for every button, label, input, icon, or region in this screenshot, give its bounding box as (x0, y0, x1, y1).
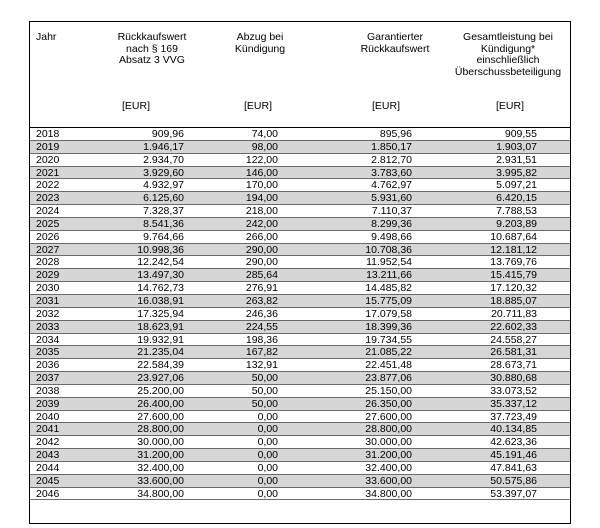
table-row (30, 334, 570, 347)
cell-abzug: 50,00 (251, 397, 278, 410)
cell-abzug: 0,00 (257, 410, 278, 423)
unit-gesamtleistung: [EUR] (496, 100, 525, 112)
cell-abzug: 285,64 (245, 269, 278, 282)
cell-jahr: 2028 (36, 256, 60, 269)
table-row (30, 154, 570, 167)
cell-jahr: 2043 (36, 449, 60, 462)
cell-gesamtleistung: 42.623,36 (490, 436, 537, 449)
table-row (30, 385, 570, 398)
cell-rueckkaufswert: 22.584,39 (137, 359, 184, 372)
cell-rueckkaufswert: 10.998,36 (137, 243, 184, 256)
cell-jahr: 2025 (36, 217, 60, 230)
cell-garantiert: 30.000,00 (365, 436, 412, 449)
cell-abzug: 218,00 (245, 205, 278, 218)
cell-abzug: 0,00 (257, 461, 278, 474)
cell-gesamtleistung: 909,55 (504, 128, 537, 140)
cell-gesamtleistung: 26.581,31 (490, 346, 537, 359)
cell-rueckkaufswert: 2.934,70 (143, 153, 184, 166)
cell-jahr: 2030 (36, 282, 60, 295)
cell-rueckkaufswert: 25.200,00 (137, 384, 184, 397)
cell-rueckkaufswert: 12.242,54 (137, 256, 184, 269)
cell-rueckkaufswert: 16.038,91 (137, 294, 184, 307)
cell-rueckkaufswert: 28.800,00 (137, 423, 184, 436)
cell-abzug: 170,00 (245, 179, 278, 192)
cell-abzug: 122,00 (245, 153, 278, 166)
table-row (30, 256, 570, 269)
cell-abzug: 132,91 (245, 359, 278, 372)
table-row (30, 359, 570, 372)
cell-rueckkaufswert: 27.600,00 (137, 410, 184, 423)
cell-rueckkaufswert: 23.927,06 (137, 372, 184, 385)
cell-gesamtleistung: 12.181,12 (490, 243, 537, 256)
cell-jahr: 2027 (36, 243, 60, 256)
cell-gesamtleistung: 17.120,32 (490, 282, 537, 295)
cell-jahr: 2018 (36, 128, 60, 140)
cell-jahr: 2032 (36, 307, 60, 320)
table-row (30, 192, 570, 205)
cell-jahr: 2029 (36, 269, 60, 282)
cell-abzug: 98,00 (251, 140, 278, 153)
cell-garantiert: 26.350,00 (365, 397, 412, 410)
cell-jahr: 2042 (36, 436, 60, 449)
cell-abzug: 0,00 (257, 436, 278, 449)
cell-abzug: 0,00 (257, 487, 278, 500)
cell-gesamtleistung: 2.931,51 (496, 153, 537, 166)
table-row (30, 167, 570, 180)
cell-rueckkaufswert: 31.200,00 (137, 449, 184, 462)
cell-garantiert: 1.850,17 (371, 140, 412, 153)
header-gesamtleistung: Gesamtleistung bei Kündigung* einschließlich Überschussbeteiligung (454, 31, 562, 78)
table-row (30, 321, 570, 334)
table-row (30, 488, 570, 501)
cell-jahr: 2022 (36, 179, 60, 192)
cell-garantiert: 3.783,60 (371, 166, 412, 179)
cell-rueckkaufswert: 1.946,17 (143, 140, 184, 153)
cell-jahr: 2035 (36, 346, 60, 359)
table-row (30, 244, 570, 257)
table-row (30, 475, 570, 488)
cell-rueckkaufswert: 30.000,00 (137, 436, 184, 449)
cell-garantiert: 21.085,22 (365, 346, 412, 359)
cell-abzug: 0,00 (257, 474, 278, 487)
table-row (30, 141, 570, 154)
cell-abzug: 290,00 (245, 256, 278, 269)
cell-garantiert: 27.600,00 (365, 410, 412, 423)
cell-abzug: 242,00 (245, 217, 278, 230)
cell-gesamtleistung: 1.903,07 (496, 140, 537, 153)
cell-abzug: 266,00 (245, 230, 278, 243)
cell-jahr: 2036 (36, 359, 60, 372)
cell-rueckkaufswert: 13.497,30 (137, 269, 184, 282)
header-abzug: Abzug bei Kündigung (234, 31, 286, 55)
cell-gesamtleistung: 28.673,71 (490, 359, 537, 372)
table-header (30, 22, 570, 126)
cell-jahr: 2044 (36, 461, 60, 474)
cell-gesamtleistung: 53.397,07 (490, 487, 537, 500)
cell-jahr: 2041 (36, 423, 60, 436)
cell-jahr: 2045 (36, 474, 60, 487)
cell-gesamtleistung: 7.788,53 (496, 205, 537, 218)
cell-jahr: 2037 (36, 372, 60, 385)
cell-gesamtleistung: 13.769,76 (490, 256, 537, 269)
table-row (30, 398, 570, 411)
table-row (30, 295, 570, 308)
cell-abzug: 224,55 (245, 320, 278, 333)
cell-garantiert: 15.775,09 (365, 294, 412, 307)
cell-jahr: 2023 (36, 192, 60, 205)
cell-abzug: 246,36 (245, 307, 278, 320)
cell-garantiert: 17.079,58 (365, 307, 412, 320)
cell-gesamtleistung: 35.337,12 (490, 397, 537, 410)
cell-gesamtleistung: 9.203,89 (496, 217, 537, 230)
table-row (30, 462, 570, 475)
table-row (30, 449, 570, 462)
table-row (30, 218, 570, 231)
cell-gesamtleistung: 30.880,68 (490, 372, 537, 385)
cell-rueckkaufswert: 26.400,00 (137, 397, 184, 410)
cell-gesamtleistung: 33.073,52 (490, 384, 537, 397)
cell-garantiert: 4.762,97 (371, 179, 412, 192)
cell-gesamtleistung: 47.841,63 (490, 461, 537, 474)
cell-jahr: 2040 (36, 410, 60, 423)
table-row (30, 231, 570, 244)
cell-jahr: 2026 (36, 230, 60, 243)
cell-garantiert: 895,96 (379, 128, 412, 140)
cell-garantiert: 5.931,60 (371, 192, 412, 205)
cell-abzug: 198,36 (245, 333, 278, 346)
cell-gesamtleistung: 37.723,49 (490, 410, 537, 423)
cell-jahr: 2020 (36, 153, 60, 166)
cell-garantiert: 13.211,66 (366, 269, 412, 282)
cell-rueckkaufswert: 7.328,37 (143, 205, 184, 218)
cell-abzug: 50,00 (251, 384, 278, 397)
table-row (30, 423, 570, 436)
cell-rueckkaufswert: 4.932,97 (143, 179, 184, 192)
cell-garantiert: 25.150,00 (365, 384, 412, 397)
cell-abzug: 0,00 (257, 449, 278, 462)
cell-rueckkaufswert: 8.541,36 (143, 217, 184, 230)
cell-jahr: 2024 (36, 205, 60, 218)
cell-rueckkaufswert: 21.235,04 (137, 346, 184, 359)
cell-abzug: 263,82 (245, 294, 278, 307)
cell-rueckkaufswert: 9.764,66 (143, 230, 184, 243)
cell-garantiert: 7.110,37 (371, 205, 412, 218)
cell-rueckkaufswert: 14.762,73 (137, 282, 184, 295)
cell-gesamtleistung: 10.687,64 (490, 230, 537, 243)
cell-abzug: 167,82 (245, 346, 278, 359)
cell-rueckkaufswert: 19.932,91 (137, 333, 184, 346)
cell-jahr: 2019 (36, 140, 60, 153)
cell-gesamtleistung: 40.134,85 (490, 423, 537, 436)
unit-rueckkaufswert: [EUR] (122, 100, 151, 112)
cell-rueckkaufswert: 33.600,00 (137, 474, 184, 487)
cell-rueckkaufswert: 3.929,60 (143, 166, 184, 179)
cell-gesamtleistung: 22.602,33 (490, 320, 537, 333)
cell-gesamtleistung: 3.995,82 (496, 166, 537, 179)
cell-abzug: 0,00 (257, 423, 278, 436)
cell-rueckkaufswert: 32.400,00 (137, 461, 184, 474)
cell-abzug: 276,91 (245, 282, 278, 295)
cell-rueckkaufswert: 6.125,60 (143, 192, 184, 205)
cell-garantiert: 2.812,70 (371, 153, 412, 166)
cell-garantiert: 18.399,36 (365, 320, 412, 333)
table-row (30, 372, 570, 385)
table-body (30, 127, 570, 500)
cell-gesamtleistung: 20.711,83 (491, 307, 537, 320)
cell-jahr: 2039 (36, 397, 60, 410)
cell-gesamtleistung: 18.885,07 (490, 294, 537, 307)
cell-rueckkaufswert: 909,96 (151, 128, 184, 140)
table-row (30, 205, 570, 218)
cell-abzug: 290,00 (245, 243, 278, 256)
cell-garantiert: 11.952,54 (366, 256, 412, 269)
table-row (30, 282, 570, 295)
header-rueckkaufswert: Rückkaufswert nach § 169 Absatz 3 VVG (117, 31, 187, 66)
cell-jahr: 2038 (36, 384, 60, 397)
cell-jahr: 2031 (36, 294, 60, 307)
cell-jahr: 2046 (36, 487, 60, 500)
header-jahr: Jahr (36, 31, 57, 43)
cell-gesamtleistung: 50.575,86 (490, 474, 537, 487)
unit-garantiert: [EUR] (372, 100, 401, 112)
cell-garantiert: 19.734,55 (365, 333, 412, 346)
cell-gesamtleistung: 45.191,46 (490, 449, 537, 462)
table-row (30, 308, 570, 321)
cell-garantiert: 28.800,00 (365, 423, 412, 436)
table-page (29, 21, 571, 524)
cell-jahr: 2034 (36, 333, 60, 346)
cell-garantiert: 9.498,66 (371, 230, 412, 243)
cell-garantiert: 14.485,82 (365, 282, 412, 295)
cell-jahr: 2021 (36, 166, 60, 179)
cell-gesamtleistung: 24.558,27 (490, 333, 537, 346)
cell-gesamtleistung: 6.420,15 (496, 192, 537, 205)
cell-jahr: 2033 (36, 320, 60, 333)
cell-rueckkaufswert: 18.623,91 (137, 320, 184, 333)
cell-abzug: 50,00 (251, 372, 278, 385)
table-row (30, 346, 570, 359)
cell-garantiert: 22.451,48 (365, 359, 412, 372)
unit-abzug: [EUR] (244, 100, 273, 112)
table-row (30, 128, 570, 141)
header-garantiert: Garantierter Rückkaufswert (360, 31, 430, 55)
table-row (30, 269, 570, 282)
cell-garantiert: 8.299,36 (371, 217, 412, 230)
cell-gesamtleistung: 5.097,21 (496, 179, 537, 192)
cell-gesamtleistung: 15.415,79 (490, 269, 537, 282)
cell-abzug: 146,00 (245, 166, 278, 179)
cell-garantiert: 10.708,36 (365, 243, 412, 256)
cell-garantiert: 32.400,00 (365, 461, 412, 474)
cell-garantiert: 31.200,00 (365, 449, 412, 462)
cell-rueckkaufswert: 34.800,00 (137, 487, 184, 500)
cell-garantiert: 33.600,00 (365, 474, 412, 487)
cell-garantiert: 34.800,00 (365, 487, 412, 500)
cell-abzug: 74,00 (251, 128, 278, 140)
table-row (30, 411, 570, 424)
cell-abzug: 194,00 (245, 192, 278, 205)
table-row (30, 436, 570, 449)
cell-rueckkaufswert: 17.325,94 (137, 307, 184, 320)
cell-garantiert: 23.877,06 (365, 372, 412, 385)
table-row (30, 179, 570, 192)
